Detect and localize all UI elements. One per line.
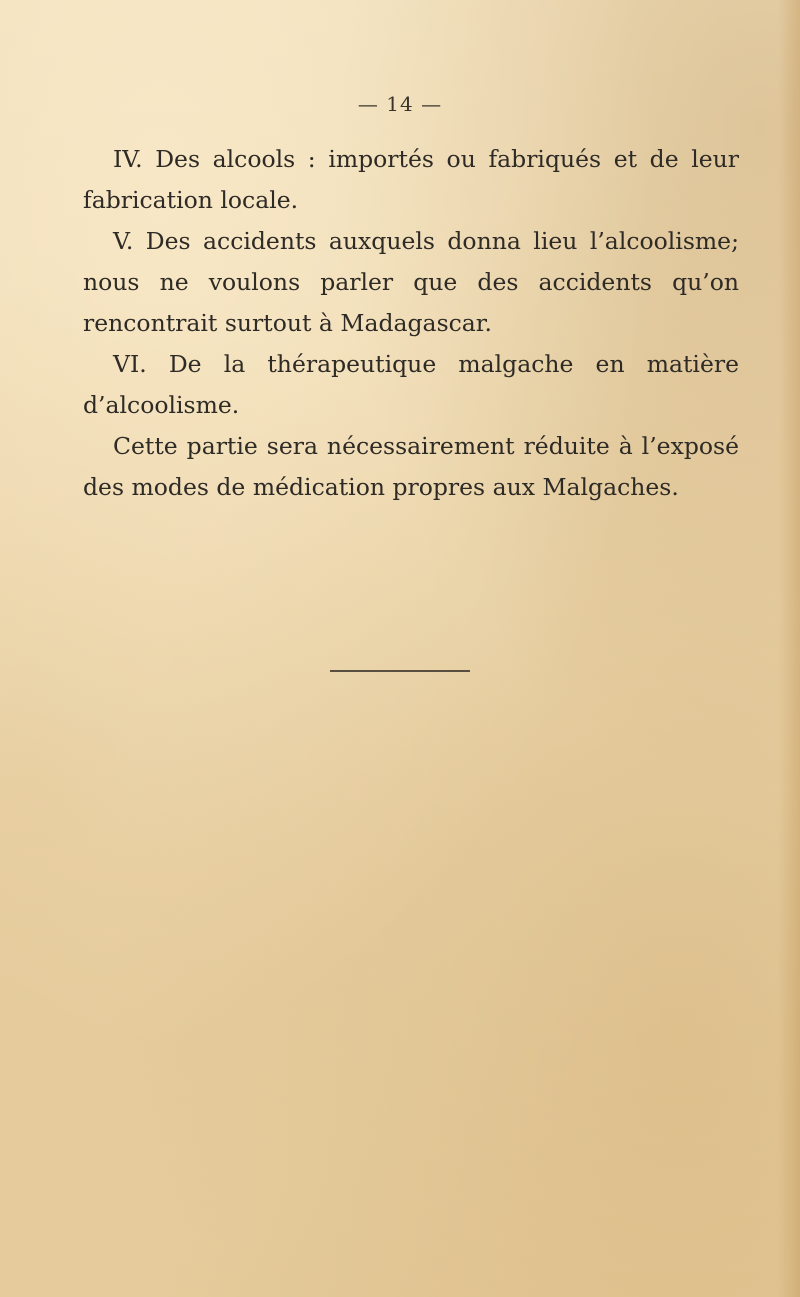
page-edge-shadow	[778, 0, 800, 1297]
page-number: — 14 —	[357, 92, 443, 116]
section-divider	[330, 670, 470, 672]
paragraph-iv: IV. Des alcools : importés ou fabriqués et de leur fabrication locale.	[83, 145, 739, 214]
paragraph-v: V. Des accidents auxquels donna lieu l’alcoolisme; nous ne voulons parler que des accidents qu’on rencontrait surtout à Madagascar.	[83, 227, 739, 337]
body-text	[83, 139, 739, 508]
paragraph-note: Cette partie sera nécessairement réduite à l’exposé des modes de médication propres aux Malgaches.	[83, 432, 739, 501]
paragraph-vi: VI. De la thérapeutique malgache en matière d’alcoolisme.	[83, 350, 739, 419]
